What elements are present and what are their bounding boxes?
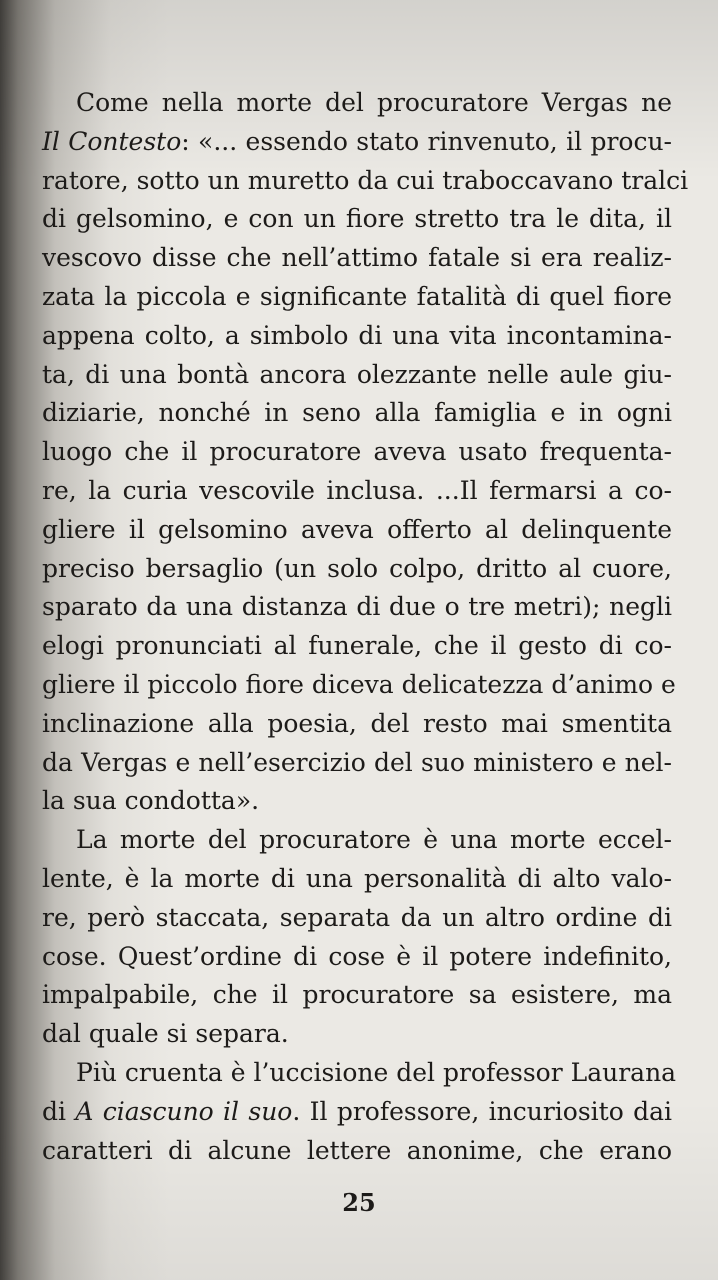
body-text xyxy=(42,84,689,1170)
text-line: elogi pronunciati al funerale, che il gesto di co- xyxy=(42,631,672,661)
text-line: re, però staccata, separata da un altro ordine di xyxy=(42,902,672,932)
text-line: caratteri di alcune lettere anonime, che erano xyxy=(42,1135,672,1165)
text-line: sparato da una distanza di due o tre metri); negli xyxy=(42,592,672,622)
text-line: Più cruenta è l’uccisione del professor Laurana xyxy=(76,1057,677,1087)
text-line: vescovo disse che nell’attimo fatale si era realiz- xyxy=(42,243,672,273)
text-line: lente, è la morte di una personalità di alto valo- xyxy=(42,863,672,893)
text-line: gliere il gelsomino aveva offerto al delinquente xyxy=(42,514,672,544)
paragraph xyxy=(42,84,689,821)
text-line: dal quale si separa. xyxy=(42,1019,289,1049)
page-number: 25 xyxy=(342,1188,376,1217)
text-line: preciso bersaglio (un solo colpo, dritto al cuore, xyxy=(42,553,672,583)
text-line: cose. Quest’ordine di cose è il potere indefinito, xyxy=(42,941,672,971)
text-line: ratore, sotto un muretto da cui traboccavano tralci xyxy=(42,165,689,195)
text-fragment: : «... essendo stato rinvenuto, il procu- xyxy=(181,126,672,156)
text-line: da Vergas e nell’esercizio del suo ministero e nel- xyxy=(42,747,672,777)
book-title: Il Contesto xyxy=(42,126,182,156)
text-line: appena colto, a simbolo di una vita incontamina- xyxy=(42,320,672,350)
text-line: luogo che il procuratore aveva usato frequenta- xyxy=(42,437,672,467)
text-fragment: di xyxy=(42,1096,66,1126)
text-line: re, la curia vescovile inclusa. ...Il fermarsi a co- xyxy=(42,475,672,505)
paragraph xyxy=(42,1054,677,1170)
book-title: A ciascuno il suo xyxy=(75,1096,293,1126)
text-line: diziarie, nonché in seno alla famiglia e in ogni xyxy=(42,398,672,428)
text-line: Come nella morte del procuratore Vergas ne xyxy=(76,88,672,117)
text-line: gliere il piccolo fiore diceva delicatezza d’animo e xyxy=(42,669,676,699)
text-line: zata la piccola e significante fatalità di quel fiore xyxy=(42,281,672,311)
text-line xyxy=(42,1093,672,1132)
text-line xyxy=(42,123,672,162)
text-line: impalpabile, che il procuratore sa esistere, ma xyxy=(42,980,672,1010)
paragraph xyxy=(42,821,672,1054)
text-line: inclinazione alla poesia, del resto mai smentita xyxy=(42,708,672,738)
text-fragment: . Il professore, incuriosito dai xyxy=(292,1096,672,1126)
text-line: la sua condotta». xyxy=(42,786,260,816)
text-line: ta, di una bontà ancora olezzante nelle aule giu- xyxy=(42,359,672,389)
text-line: La morte del procuratore è una morte eccel- xyxy=(76,825,672,855)
text-line: di gelsomino, e con un fiore stretto tra le dita, il xyxy=(42,204,672,234)
